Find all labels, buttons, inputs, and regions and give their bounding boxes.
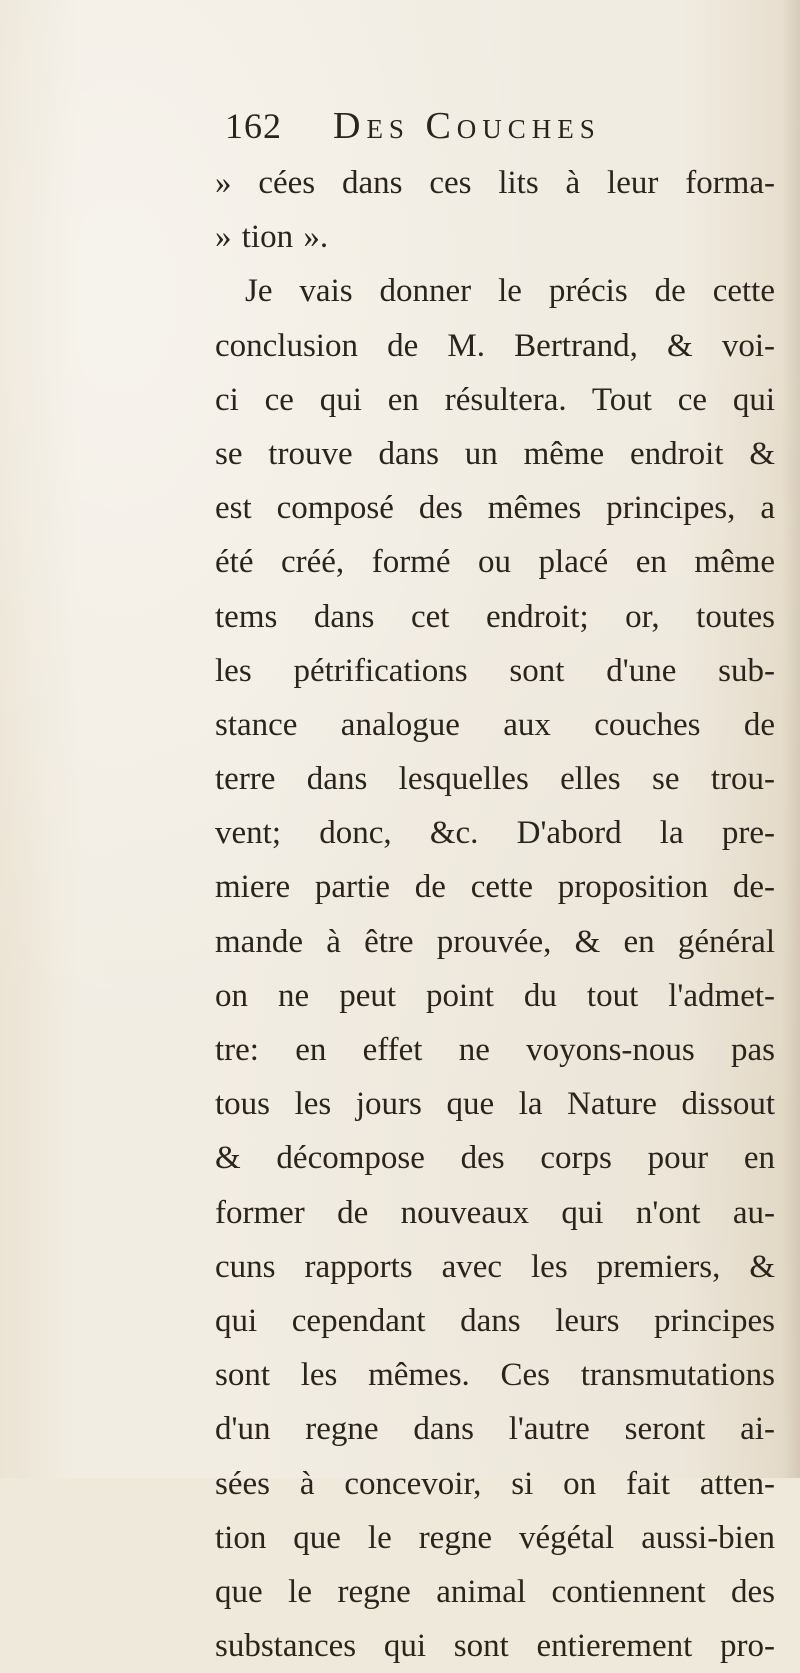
- text-line: vent; donc, &c. D'abord la pre-: [215, 815, 775, 852]
- text-line: substances qui sont entierement pro-: [215, 1628, 775, 1665]
- text-line: ci ce qui en résultera. Tout ce qui: [215, 381, 775, 418]
- text-line: stance analogue aux couches de: [215, 706, 775, 743]
- text-line: est composé des mêmes principes, a: [215, 490, 775, 527]
- text-line: miere partie de cette proposition de-: [215, 869, 775, 906]
- page-header: [225, 104, 695, 154]
- body-text: [215, 156, 775, 1673]
- text-line: les pétrifications sont d'une sub-: [215, 652, 775, 689]
- page-number: 162: [225, 106, 282, 146]
- text-line: tion que le regne végétal aussi-bien: [215, 1519, 775, 1556]
- page-edge-shadow: [782, 0, 800, 1478]
- text-line: sont les mêmes. Ces transmutations: [215, 1357, 775, 1394]
- text-line: Je vais donner le précis de cette: [245, 273, 775, 310]
- text-line: conclusion de M. Bertrand, & voi-: [215, 327, 775, 364]
- text-line: & décompose des corps pour en: [215, 1140, 775, 1177]
- text-line: que le regne animal contiennent des: [215, 1573, 775, 1610]
- text-line: d'un regne dans l'autre seront ai-: [215, 1411, 775, 1448]
- text-line: cuns rapports avec les premiers, &: [215, 1248, 775, 1285]
- text-line: » cées dans ces lits à leur forma-: [215, 165, 775, 201]
- text-line: mande à être prouvée, & en général: [215, 923, 775, 960]
- text-line: sées à concevoir, si on fait atten-: [215, 1465, 775, 1502]
- text-line: former de nouveaux qui n'ont au-: [215, 1194, 775, 1231]
- running-head: Des Couches: [333, 105, 601, 147]
- text-line: été créé, formé ou placé en même: [215, 544, 775, 581]
- text-line: qui cependant dans leurs principes: [215, 1302, 775, 1339]
- text-line: se trouve dans un même endroit &: [215, 435, 775, 472]
- text-line: tous les jours que la Nature dissout: [215, 1086, 775, 1123]
- text-line: » tion ».: [215, 219, 329, 256]
- text-line: tre: en effet ne voyons-nous pas: [215, 1032, 775, 1068]
- text-line: terre dans lesquelles elles se trou-: [215, 761, 775, 798]
- text-line: on ne peut point du tout l'admet-: [215, 977, 775, 1014]
- text-line: tems dans cet endroit; or, toutes: [215, 598, 775, 635]
